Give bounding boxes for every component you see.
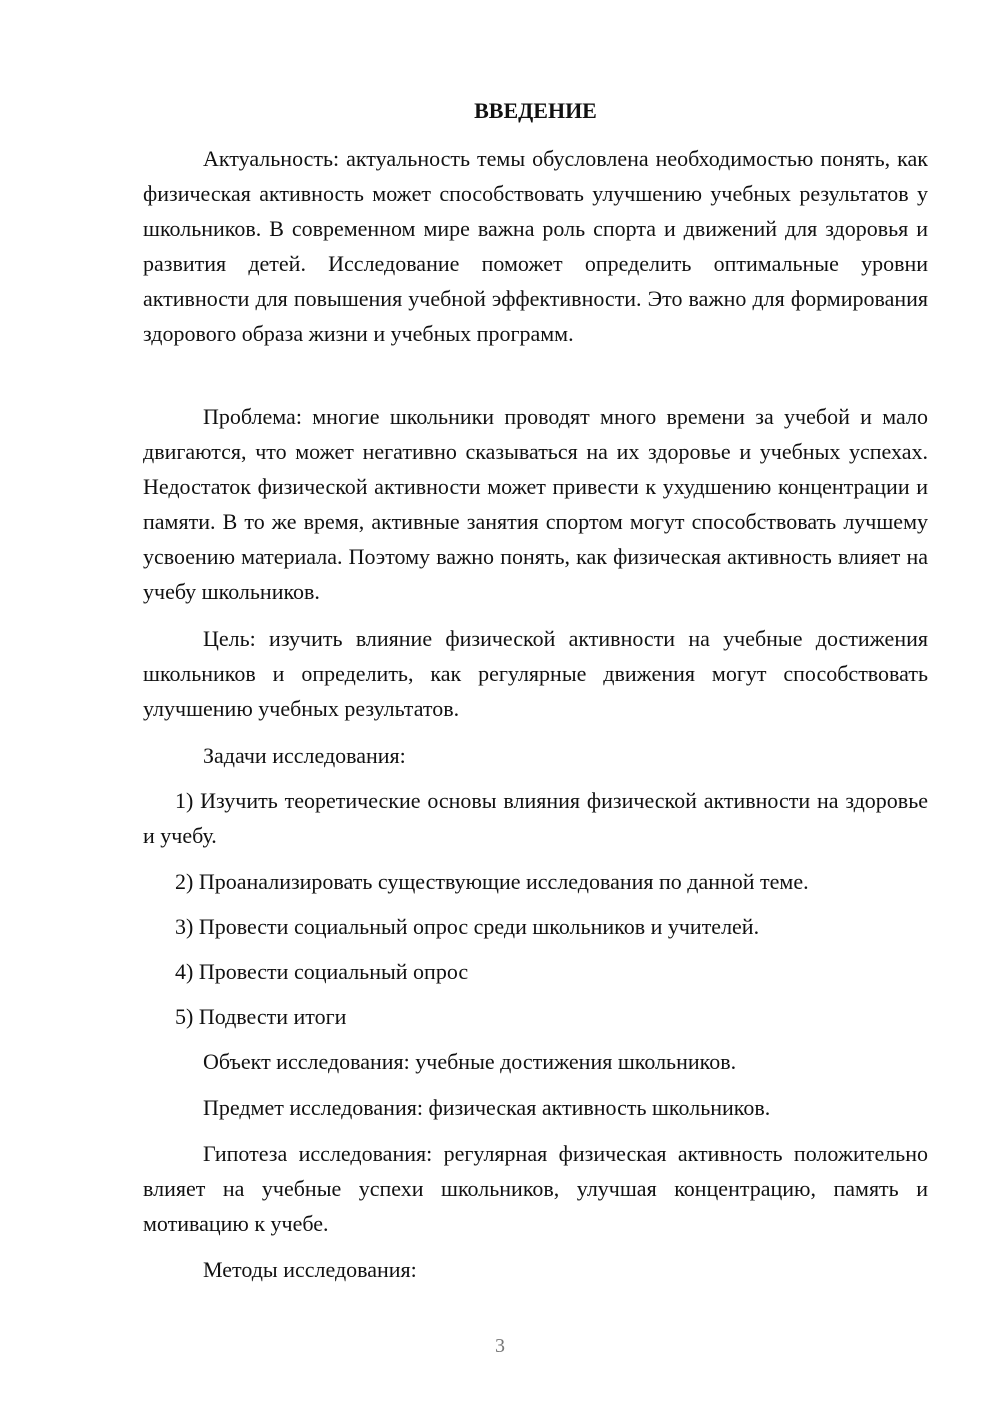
goal-paragraph: Цель: изучить влияние физической активности на учебные достижения школьников и определить, как регулярные движения могут способствовать улучшению учебных результатов.: [143, 626, 928, 721]
task-item-2: 2) Проанализировать существующие исследования по данной теме.: [175, 869, 809, 894]
problem-paragraph: Проблема: многие школьники проводят много времени за учебой и мало двигаются, что может негативно сказываться на их здоровье и учебных успехах. Недостаток физической активности может привести к ухудшению концентрации и памяти. В то же время, активные занятия спортом могут способствовать лучшему усвоению материала. Поэтому важно понять, как физическая активность влияет на учебу школьников.: [143, 404, 928, 604]
page-title: ВВЕДЕНИЕ: [474, 98, 597, 123]
task-item-1: 1) Изучить теоретические основы влияния физической активности на здоровье и учебу.: [143, 788, 928, 848]
task-item-5: 5) Подвести итоги: [175, 1004, 347, 1029]
hypothesis-paragraph: Гипотеза исследования: регулярная физическая активность положительно влияет на учебные успехи школьников, улучшая концентрацию, память и мотивацию к учебе.: [143, 1141, 928, 1236]
tasks-heading: Задачи исследования:: [203, 743, 406, 768]
subject-paragraph: Предмет исследования: физическая активность школьников.: [203, 1095, 771, 1120]
methods-heading: Методы исследования:: [203, 1257, 417, 1282]
task-item-3: 3) Провести социальный опрос среди школьников и учителей.: [175, 914, 760, 939]
page-number: 3: [495, 1335, 505, 1357]
relevance-paragraph: Актуальность: актуальность темы обусловлена необходимостью понять, как физическая активность может способствовать улучшению учебных результатов у школьников. В современном мире важна роль спорта и движений для здоровья и развития детей. Исследование поможет определить оптимальные уровни активности для повышения учебной эффективности. Это важно для формирования здорового образа жизни и учебных программ.: [143, 146, 928, 346]
object-paragraph: Объект исследования: учебные достижения школьников.: [203, 1049, 737, 1074]
task-item-4: 4) Провести социальный опрос: [175, 959, 469, 984]
